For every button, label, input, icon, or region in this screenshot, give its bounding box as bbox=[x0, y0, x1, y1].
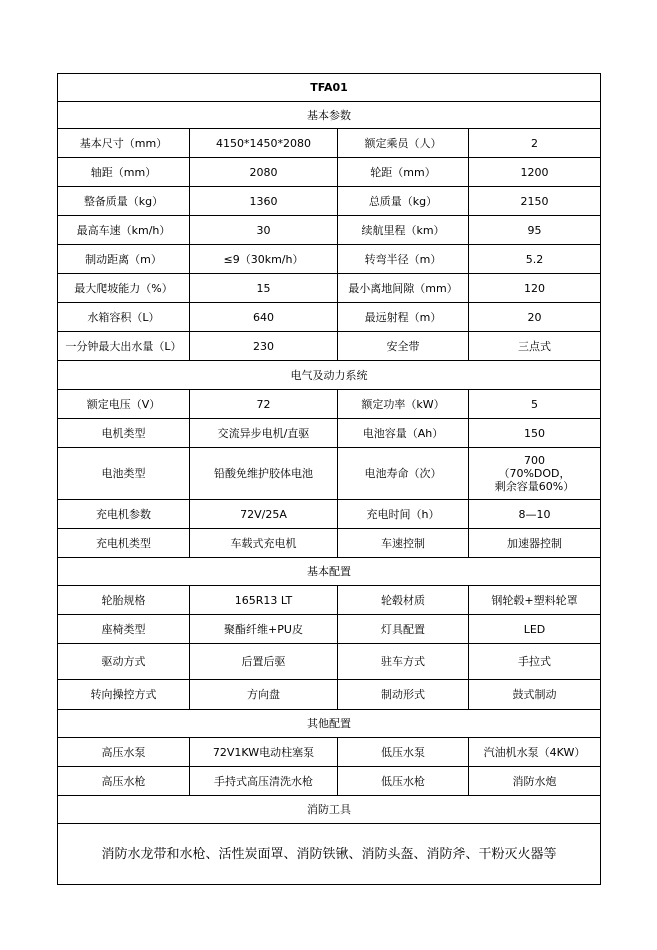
spec-value: 15 bbox=[190, 274, 338, 303]
spec-value: 8—10 bbox=[469, 500, 601, 529]
spec-label: 车速控制 bbox=[338, 529, 469, 558]
section-other-config: 其他配置 bbox=[58, 710, 601, 738]
spec-label: 整备质量（kg） bbox=[58, 187, 190, 216]
spec-value: 车载式充电机 bbox=[190, 529, 338, 558]
spec-value: 20 bbox=[469, 303, 601, 332]
spec-value: 1200 bbox=[469, 158, 601, 187]
spec-value: 三点式 bbox=[469, 332, 601, 361]
table-row bbox=[58, 738, 601, 767]
fire-tools-list: 消防水龙带和水枪、活性炭面罩、消防铁锹、消防头盔、消防斧、干粉灭火器等 bbox=[58, 824, 601, 885]
spec-label: 最高车速（km/h） bbox=[58, 216, 190, 245]
table-row bbox=[58, 500, 601, 529]
spec-label: 额定乘员（人） bbox=[338, 129, 469, 158]
spec-value: 150 bbox=[469, 419, 601, 448]
spec-value: LED bbox=[469, 615, 601, 644]
spec-label: 充电机类型 bbox=[58, 529, 190, 558]
spec-label: 转向操控方式 bbox=[58, 680, 190, 710]
spec-value: 加速器控制 bbox=[469, 529, 601, 558]
spec-value: 汽油机水泵（4KW） bbox=[469, 738, 601, 767]
table-row bbox=[58, 615, 601, 644]
spec-label: 制动距离（m） bbox=[58, 245, 190, 274]
spec-value: 72V/25A bbox=[190, 500, 338, 529]
spec-label: 额定电压（V） bbox=[58, 390, 190, 419]
spec-label: 轴距（mm） bbox=[58, 158, 190, 187]
spec-label: 充电时间（h） bbox=[338, 500, 469, 529]
spec-value: 钢轮毂+塑料轮罩 bbox=[469, 586, 601, 615]
spec-label: 灯具配置 bbox=[338, 615, 469, 644]
table-row bbox=[58, 767, 601, 796]
spec-label: 高压水枪 bbox=[58, 767, 190, 796]
spec-label: 制动形式 bbox=[338, 680, 469, 710]
spec-label: 驱动方式 bbox=[58, 644, 190, 680]
spec-label: 最小离地间隙（mm） bbox=[338, 274, 469, 303]
spec-label: 额定功率（kW） bbox=[338, 390, 469, 419]
spec-value: 2 bbox=[469, 129, 601, 158]
table-row bbox=[58, 303, 601, 332]
spec-value: 5 bbox=[469, 390, 601, 419]
table-row bbox=[58, 529, 601, 558]
spec-value: 72V1KW电动柱塞泵 bbox=[190, 738, 338, 767]
spec-label: 电机类型 bbox=[58, 419, 190, 448]
spec-label: 转弯半径（m） bbox=[338, 245, 469, 274]
spec-value: 聚酯纤维+PU皮 bbox=[190, 615, 338, 644]
spec-value: 手持式高压清洗水枪 bbox=[190, 767, 338, 796]
spec-value: 120 bbox=[469, 274, 601, 303]
table-row bbox=[58, 644, 601, 680]
table-row bbox=[58, 245, 601, 274]
spec-label: 最远射程（m） bbox=[338, 303, 469, 332]
spec-label: 驻车方式 bbox=[338, 644, 469, 680]
spec-value: 方向盘 bbox=[190, 680, 338, 710]
spec-label: 电池寿命（次） bbox=[338, 448, 469, 500]
spec-label: 安全带 bbox=[338, 332, 469, 361]
spec-label: 总质量（kg） bbox=[338, 187, 469, 216]
table-row bbox=[58, 216, 601, 245]
spec-label: 轮毂材质 bbox=[338, 586, 469, 615]
spec-value: 4150*1450*2080 bbox=[190, 129, 338, 158]
table-row bbox=[58, 586, 601, 615]
table-title: TFA01 bbox=[58, 74, 601, 102]
spec-value: 2150 bbox=[469, 187, 601, 216]
table-row bbox=[58, 129, 601, 158]
spec-label: 一分钟最大出水量（L） bbox=[58, 332, 190, 361]
spec-label: 续航里程（km） bbox=[338, 216, 469, 245]
table-row bbox=[58, 419, 601, 448]
spec-label: 座椅类型 bbox=[58, 615, 190, 644]
spec-value: 2080 bbox=[190, 158, 338, 187]
spec-value: 230 bbox=[190, 332, 338, 361]
table-row bbox=[58, 274, 601, 303]
section-basic-config: 基本配置 bbox=[58, 558, 601, 586]
spec-label: 轮胎规格 bbox=[58, 586, 190, 615]
table-row bbox=[58, 187, 601, 216]
spec-value: 交流异步电机/直驱 bbox=[190, 419, 338, 448]
spec-label: 低压水泵 bbox=[338, 738, 469, 767]
spec-label: 低压水枪 bbox=[338, 767, 469, 796]
table-row bbox=[58, 390, 601, 419]
spec-value: 165R13 LT bbox=[190, 586, 338, 615]
spec-value: 消防水炮 bbox=[469, 767, 601, 796]
table-row bbox=[58, 158, 601, 187]
spec-value: 95 bbox=[469, 216, 601, 245]
section-electrical: 电气及动力系统 bbox=[58, 361, 601, 390]
spec-value: 640 bbox=[190, 303, 338, 332]
spec-label: 充电机参数 bbox=[58, 500, 190, 529]
battery-life-cycles: 700 bbox=[524, 454, 545, 467]
spec-label: 高压水泵 bbox=[58, 738, 190, 767]
spec-value: 5.2 bbox=[469, 245, 601, 274]
battery-life-dod: （70%DOD， bbox=[498, 467, 571, 480]
spec-value: 鼓式制动 bbox=[469, 680, 601, 710]
battery-life-residual: 剩余容量60%） bbox=[494, 480, 575, 493]
spec-label: 最大爬坡能力（%） bbox=[58, 274, 190, 303]
battery-life-value bbox=[469, 448, 601, 500]
spec-label: 电池容量（Ah） bbox=[338, 419, 469, 448]
spec-label: 电池类型 bbox=[58, 448, 190, 500]
spec-value: 1360 bbox=[190, 187, 338, 216]
section-basic-params: 基本参数 bbox=[58, 102, 601, 129]
spec-value: 72 bbox=[190, 390, 338, 419]
spec-value: ≤9（30km/h） bbox=[190, 245, 338, 274]
table-row bbox=[58, 680, 601, 710]
spec-value: 30 bbox=[190, 216, 338, 245]
spec-label: 轮距（mm） bbox=[338, 158, 469, 187]
spec-value: 手拉式 bbox=[469, 644, 601, 680]
spec-table bbox=[57, 73, 601, 885]
spec-label: 基本尺寸（mm） bbox=[58, 129, 190, 158]
spec-value: 后置后驱 bbox=[190, 644, 338, 680]
table-row bbox=[58, 332, 601, 361]
table-row bbox=[58, 448, 601, 500]
spec-label: 水箱容积（L） bbox=[58, 303, 190, 332]
section-fire-tools: 消防工具 bbox=[58, 796, 601, 824]
spec-value: 铅酸免维护胶体电池 bbox=[190, 448, 338, 500]
